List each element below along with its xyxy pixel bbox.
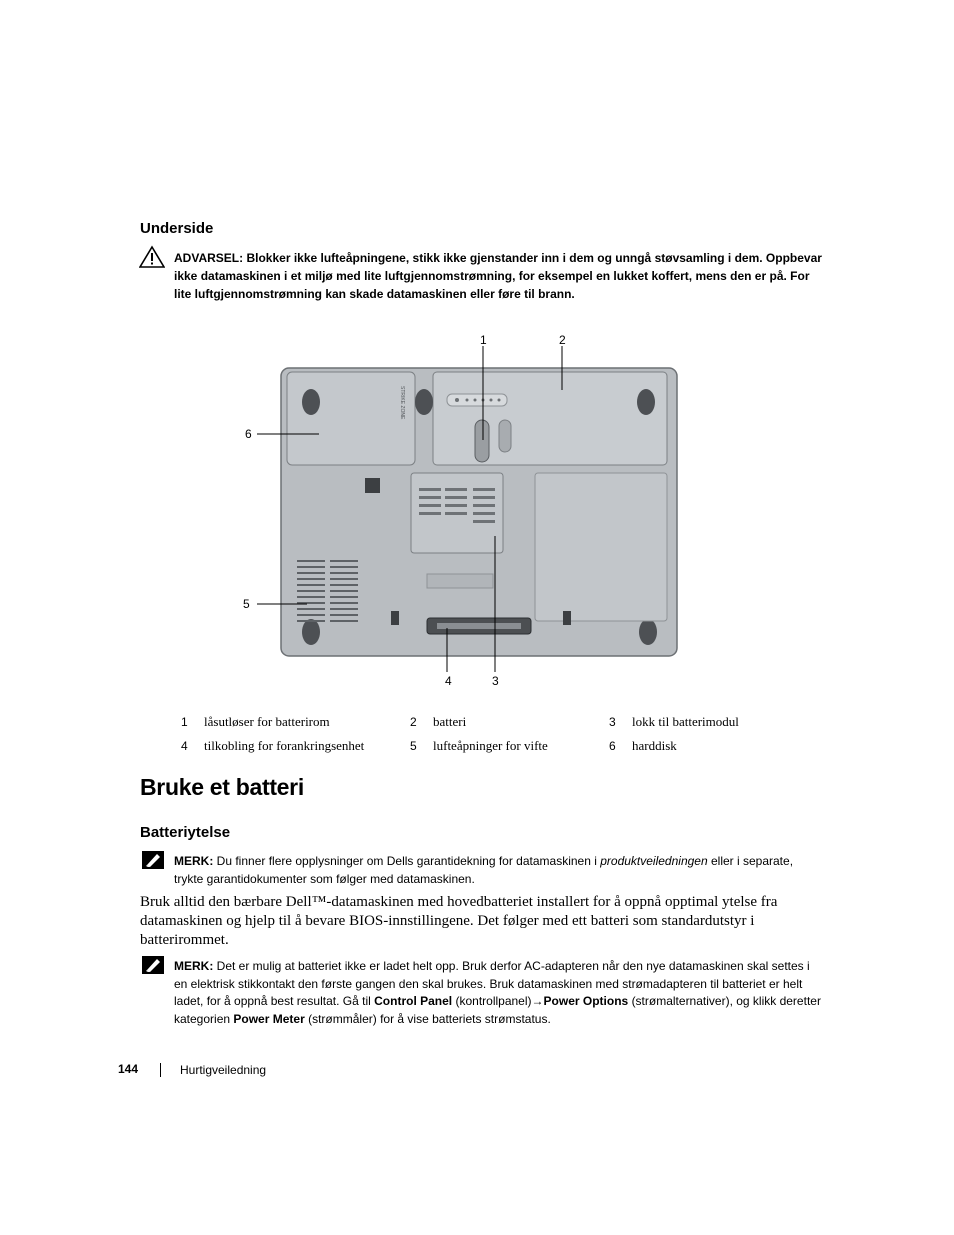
hard-drive-bay bbox=[287, 372, 415, 465]
note-2-text-c: (strømalternativer), og klikk deretter kategorien bbox=[174, 994, 821, 1026]
chapter-title: Bruke et batteri bbox=[140, 774, 304, 800]
note-2 bbox=[174, 958, 824, 1028]
legend-text: lokk til batterimodul bbox=[632, 714, 739, 729]
indicator-square bbox=[365, 478, 380, 493]
rubber-foot bbox=[302, 619, 320, 645]
note-2-text-a: Det er mulig at batteriet ikke er ladet helt opp. Bruk derfor AC-adapteren når den nye datamaskinen skal settes i en elektrisk stikkontakt den første gangen den skal brukes. Bruk datamaskinen med strømadapteren til batteriet er helt ladet, for å oppnå best resultat. Gå til bbox=[174, 959, 810, 1008]
battery bbox=[433, 372, 667, 465]
power-options-term: Power Options bbox=[543, 994, 629, 1008]
legend-text: låsutløser for batterirom bbox=[204, 714, 330, 729]
rubber-foot bbox=[637, 389, 655, 415]
docking-connector-pins bbox=[437, 623, 521, 629]
legend-text: harddisk bbox=[632, 738, 677, 753]
pencil-icon bbox=[142, 956, 164, 979]
footer-separator bbox=[160, 1063, 161, 1077]
power-meter-term: Power Meter bbox=[233, 1011, 305, 1026]
right-panel bbox=[535, 473, 667, 621]
body-paragraph: Bruk alltid den bærbare Dell™-datamaskinen med hovedbatteriet installert for å oppnå opptimal ytelse fra datamaskinen og hjelp til å bevare BIOS-innstillingene. Det følger med ett batteri som standardutstyr i batterirommet. bbox=[140, 894, 778, 948]
laptop-underside-figure bbox=[235, 328, 695, 698]
footer-title: Hurtigveiledning bbox=[180, 1063, 267, 1077]
legend-num: 4 bbox=[181, 739, 188, 753]
note-1-italic: produktveiledningen bbox=[600, 854, 708, 868]
battery-latch-guide bbox=[499, 420, 511, 452]
note-2-text-d: (strømmåler) for å vise batteriets strømstatus. bbox=[308, 1011, 551, 1026]
label-plate bbox=[427, 574, 493, 588]
callout-4: 4 bbox=[445, 674, 452, 688]
legend-text: lufteåpninger for vifte bbox=[433, 738, 548, 753]
legend-num: 3 bbox=[609, 715, 616, 729]
strike-zone-label: STRIKE ZONE bbox=[399, 386, 405, 420]
callout-2: 2 bbox=[559, 333, 566, 347]
screw bbox=[391, 611, 399, 625]
page-number: 144 bbox=[118, 1062, 139, 1076]
warning-text bbox=[174, 249, 824, 303]
note-1 bbox=[174, 853, 824, 888]
pencil-icon bbox=[142, 851, 164, 874]
battery-gauge bbox=[447, 394, 507, 406]
callout-6: 6 bbox=[245, 427, 252, 441]
screw bbox=[563, 611, 571, 625]
note-2-text-b: (kontrollpanel)→ bbox=[455, 994, 544, 1008]
legend-num: 6 bbox=[609, 739, 616, 753]
callout-1: 1 bbox=[480, 333, 487, 347]
control-panel-term: Control Panel bbox=[374, 994, 453, 1008]
note-1-label: MERK: bbox=[174, 854, 214, 868]
warning-icon bbox=[139, 245, 165, 274]
subsection-title: Batteriytelse bbox=[140, 824, 231, 841]
note-1-text-b: eller i separate, trykte garantidokumenter som følger med datamaskinen. bbox=[174, 854, 794, 886]
warning-body: Blokker ikke lufteåpningene, stikk ikke gjenstander inn i dem og unngå støvsamling i dem. Oppbevar ikke datamaskinen i et miljø med lite luftgjennomstrømning, for eksempel en lukket koffert, mens den er på. For lite luftgjennomstrømning kan skade datamaskinen eller føre til brann. bbox=[174, 251, 822, 301]
battery-latch bbox=[475, 420, 489, 462]
note-1-text-a: Du finner flere opplysninger om Dells garantidekning for datamaskinen i bbox=[216, 854, 597, 868]
callout-5: 5 bbox=[243, 597, 250, 611]
legend-text: tilkobling for forankringsenhet bbox=[204, 738, 365, 753]
note-2-label: MERK: bbox=[174, 959, 214, 973]
rubber-foot bbox=[302, 389, 320, 415]
legend-num: 1 bbox=[181, 715, 188, 729]
legend-text: batteri bbox=[433, 714, 467, 729]
callout-3: 3 bbox=[492, 674, 499, 688]
warning-label: ADVARSEL: bbox=[174, 251, 244, 265]
rubber-foot bbox=[415, 389, 433, 415]
legend-num: 2 bbox=[410, 715, 417, 729]
rubber-foot bbox=[639, 619, 657, 645]
legend-num: 5 bbox=[410, 739, 417, 753]
section-title: Underside bbox=[140, 220, 214, 237]
